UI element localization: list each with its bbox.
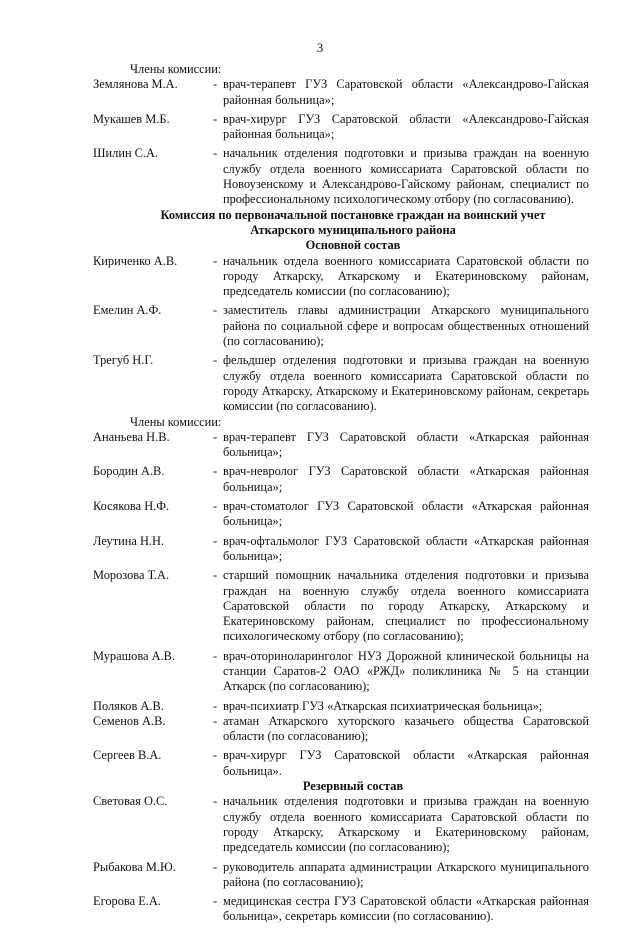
member-role: врач-офтальмолог ГУЗ Саратовской области «Аткарская районная больница»;: [223, 533, 589, 563]
member-role: заместитель главы администрации Аткарского муниципального района по социальной сфере и вопросам общественных отношений (по согласованию);: [223, 303, 589, 349]
section2-members-label: Члены комиссии:: [130, 414, 222, 429]
member-entry: [93, 568, 589, 644]
member-entry: [93, 112, 589, 143]
dash: -: [213, 429, 218, 444]
dash: -: [213, 713, 218, 728]
member-role: старший помощник начальника отделения подготовки и призыва граждан на военную службу отдела военного комиссариата Саратовской области по городу Аткарску, Аткарскому и Екатериновскому районам, специалист по профессиональному психологическому отбору (по согласованию);: [223, 568, 589, 644]
dash: -: [213, 894, 218, 909]
main-composition-heading: Основной состав: [305, 238, 401, 253]
dash: -: [213, 648, 218, 663]
member-name: Косякова Н.Ф.: [93, 499, 170, 514]
member-role: врач-терапевт ГУЗ Саратовской области «Аткарская районная больница»;: [223, 429, 589, 460]
member-entry: [93, 499, 589, 530]
member-name: Сергеев В.А.: [93, 748, 162, 763]
dash: -: [213, 859, 218, 874]
member-name: Мурашова А.В.: [93, 648, 176, 663]
member-entry: [93, 649, 589, 695]
page-number: 3: [316, 40, 324, 55]
member-name: Шилин С.А.: [93, 146, 159, 161]
reserve-entry: [93, 860, 589, 891]
member-name: Егорова Е.А.: [93, 894, 161, 909]
member-name: Трегуб Н.Г.: [93, 353, 154, 368]
reserve-composition-heading: Резервный состав: [302, 779, 404, 794]
commission-title-line2: Аткарского муниципального района: [250, 222, 456, 237]
dash: -: [213, 698, 218, 713]
member-role: врач-стоматолог ГУЗ Саратовской области «Аткарская районная больница»;: [223, 499, 589, 529]
member-name: Световая О.С.: [93, 794, 168, 809]
dash: -: [213, 533, 218, 548]
dash: -: [213, 464, 218, 479]
main-entry: [93, 254, 589, 300]
member-entry: [93, 748, 589, 779]
member-name: Поляков А.В.: [93, 698, 164, 713]
member-name: Ананьева Н.В.: [93, 429, 170, 444]
member-role: атаман Аткарского хуторского казачьего общества Саратовской области (по согласованию);: [223, 713, 589, 744]
member-name: Леутина Н.Н.: [93, 533, 165, 548]
member-name: Семенов А.В.: [93, 713, 166, 728]
member-name: Рыбакова М.Ю.: [93, 859, 176, 874]
dash: -: [213, 353, 218, 368]
member-name: Бородин А.В.: [93, 464, 165, 479]
member-name: Морозова Т.А.: [93, 568, 170, 583]
dash: -: [213, 794, 218, 809]
dash: -: [213, 253, 218, 268]
member-entry: [93, 430, 589, 461]
main-entry: [93, 303, 589, 349]
dash: -: [213, 568, 218, 583]
dash: -: [213, 748, 218, 763]
member-entry: [93, 699, 589, 714]
member-role: врач-невролог ГУЗ Саратовской области «Аткарская районная больница»;: [223, 464, 589, 494]
member-role: фельдшер отделения подготовки и призыва граждан на военную службу отдела военного комиссариата Саратовской области по городу Аткарску, Аткарскому и Екатериновскому районам, секретарь комиссии (по согласованию).: [223, 353, 589, 414]
member-role: врач-психиатр ГУЗ «Аткарская психиатрическая больница»;: [223, 698, 543, 713]
member-role: медицинская сестра ГУЗ Саратовской области «Аткарская районная больница», секретарь комиссии (по согласованию).: [223, 894, 589, 924]
member-role: начальник отделения подготовки и призыва граждан на военную службу отдела военного комиссариата Саратовской области по Новоузенскому и Александрово-Гайскому районам, специалист по профессиональному психологическому отбору (по согласованию).: [223, 146, 589, 207]
member-role: начальник отделения подготовки и призыва граждан на военную службу отдела военного комиссариата Саратовской области по городу Аткарску, Аткарскому и Екатериновскому районам, председатель комиссии (по согласованию);: [223, 794, 589, 855]
member-entry: [93, 714, 589, 745]
member-role: руководитель аппарата администрации Аткарского муниципального района (по согласованию);: [223, 859, 589, 889]
section1-members-label: Члены комиссии:: [130, 62, 222, 76]
member-role: врач-оториноларинголог НУЗ Дорожной клинической больницы на станции Саратов-2 ОАО «РЖД» поликлиника № 5 на станции Аткарск (по согласованию);: [223, 648, 589, 694]
member-name: Емелин А.Ф.: [93, 303, 162, 318]
dash: -: [213, 303, 218, 318]
reserve-entry: [93, 794, 589, 855]
member-role: врач-хирург ГУЗ Саратовской области «Александрово-Гайская районная больница»;: [223, 111, 589, 142]
member-entry: [93, 146, 589, 207]
member-entry: [93, 534, 589, 565]
member-name: Мукашев М.Б.: [93, 111, 170, 126]
member-role: врач-хирург ГУЗ Саратовской области «Аткарская районная больница».: [223, 748, 589, 778]
reserve-entry: [93, 894, 589, 925]
member-role: врач-терапевт ГУЗ Саратовской области «Александрово-Гайская районная больница»;: [223, 77, 589, 107]
member-name: Кириченко А.В.: [93, 253, 178, 268]
dash: -: [213, 146, 218, 161]
member-name: Землянова М.А.: [93, 77, 178, 92]
dash: -: [213, 77, 218, 92]
dash: -: [213, 499, 218, 514]
document-body: [93, 62, 589, 929]
member-entry: [93, 464, 589, 495]
commission-title-line1: Комиссия по первоначальной постановке граждан на воинский учет: [160, 207, 546, 222]
dash: -: [213, 111, 218, 126]
main-entry: [93, 353, 589, 414]
member-role: начальник отдела военного комиссариата Саратовской области по городу Аткарску, Аткарскому и Екатериновскому районам, председатель комиссии (по согласованию);: [223, 253, 589, 299]
member-entry: [93, 77, 589, 108]
